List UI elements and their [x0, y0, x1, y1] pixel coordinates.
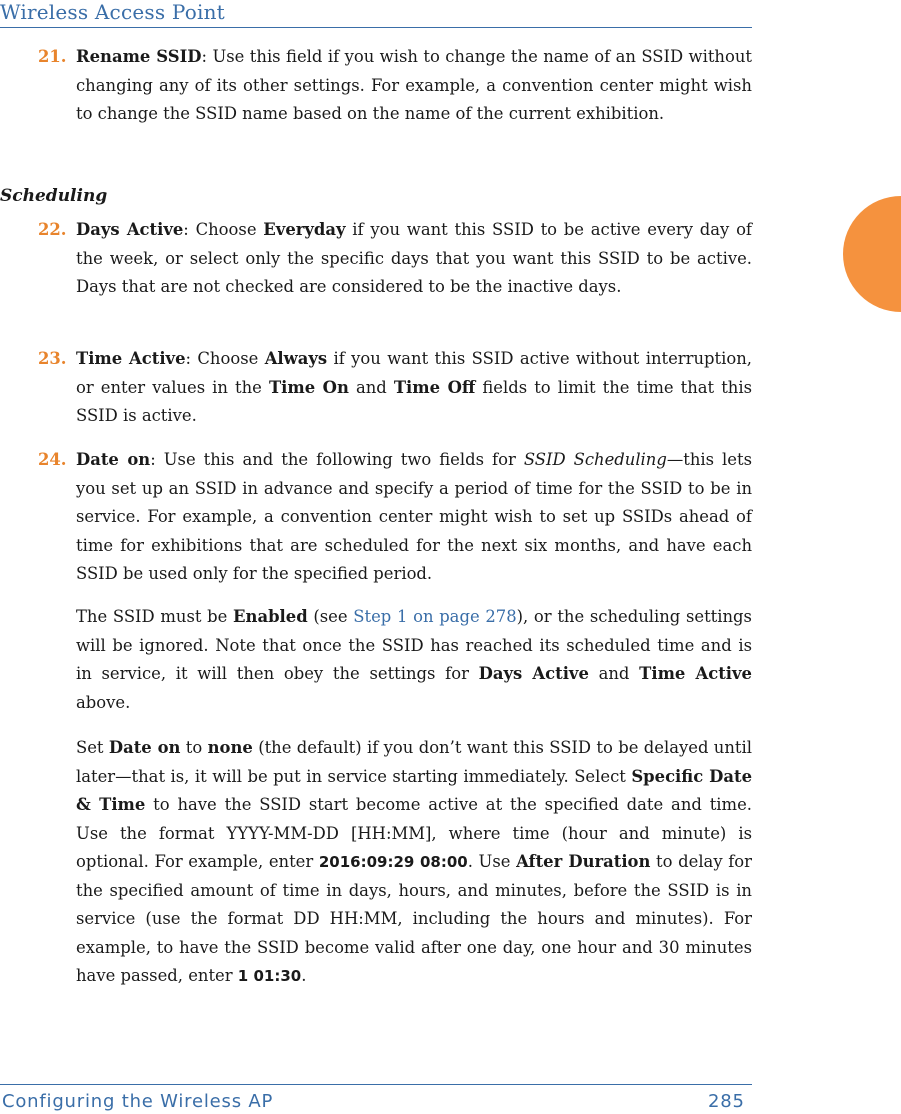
item-text: : Choose — [183, 220, 264, 239]
option-name: After Duration — [516, 852, 651, 871]
item-text: : Choose — [185, 349, 265, 368]
option-name: Specific Date & Time — [76, 766, 752, 814]
setting-name: Time Active — [639, 664, 752, 683]
item-body — [76, 43, 752, 129]
list-item-24 — [38, 446, 752, 589]
page-number: 285 — [708, 1091, 745, 1112]
chapter-tab-marker — [843, 196, 901, 312]
paragraph-enabled-note — [76, 603, 752, 717]
para-text: above. — [76, 692, 131, 712]
paragraph-date-on-options — [76, 734, 752, 991]
header-rule — [0, 27, 752, 28]
para-text: . — [301, 966, 307, 985]
para-text: (the default) if you don’t want this SSID to be delayed until later—that is, it will be put in service starting immediately. Select — [76, 738, 752, 786]
term: Rename SSID — [76, 47, 202, 66]
option-name: Always — [264, 349, 328, 368]
section-heading: Scheduling — [0, 186, 108, 206]
para-text: Set — [76, 738, 109, 757]
item-text: if you want this SSID active without interruption, or enter values in the — [76, 349, 752, 397]
list-item-21 — [38, 43, 752, 129]
item-text: : Use this and the following two fields for — [150, 450, 524, 469]
para-text: The SSID must be — [76, 607, 234, 626]
option-name: none — [207, 738, 253, 757]
item-number: 24. — [38, 450, 67, 469]
footer-rule — [0, 1084, 752, 1085]
item-body — [76, 216, 752, 302]
term: Date on — [76, 450, 151, 469]
item-body — [76, 446, 752, 589]
option-name: Everyday — [263, 220, 346, 239]
item-number: 22. — [38, 220, 67, 239]
example-value: 1 01:30 — [237, 967, 302, 985]
term: Time Active — [76, 349, 186, 368]
term: Days Active — [76, 220, 184, 239]
list-item-23 — [38, 345, 752, 431]
item-body — [76, 345, 752, 431]
para-text: to have the SSID start become active at the specified date and time. Use the format YYYY-MM-DD [HH:MM], where time (hour and minute) is optional. For example, enter — [76, 795, 752, 871]
item-number: 23. — [38, 349, 67, 368]
para-text: ), or the scheduling settings will be ignored. Note that once the SSID has reached its scheduled time and is in service, it will then obey the settings for — [76, 607, 752, 683]
emphasis: SSID Scheduling — [523, 450, 667, 469]
setting-name: Enabled — [233, 607, 308, 626]
para-text: and — [588, 664, 640, 683]
item-text: : Use this field if you wish to change the name of an SSID without changing any of its other settings. For example, a convention center might wish to change the SSID name based on the name of the current exhibition. — [76, 47, 752, 123]
para-text: to delay for the specified amount of time in days, hours, and minutes, before the SSID is in service (use the format DD HH:MM, including the hours and minutes). For example, to have the SSID become valid after one day, one hour and 30 minutes have passed, enter — [76, 852, 752, 985]
item-text: —this lets you set up an SSID in advance and specify a period of time for the SSID to be in service. For example, a convention center might wish to set up SSIDs ahead of time for exhibitions that are scheduled for the next six months, and have each SSID be used only for the specified period. — [76, 450, 752, 583]
setting-name: Date on — [108, 738, 181, 757]
running-header: Wireless Access Point — [0, 0, 225, 24]
item-text: and — [348, 377, 394, 397]
example-value: 2016:09:29 08:00 — [318, 853, 468, 871]
cross-reference-link[interactable]: Step 1 on page 278 — [353, 607, 517, 626]
field-name: Time On — [268, 377, 349, 397]
setting-name: Days Active — [478, 664, 589, 683]
para-text: (see — [307, 607, 354, 626]
item-text: fields to limit the time that this SSID is active. — [76, 377, 752, 425]
item-number: 21. — [38, 47, 67, 66]
running-footer-section: Configuring the Wireless AP — [2, 1091, 274, 1112]
field-name: Time Off — [393, 377, 476, 397]
item-text: if you want this SSID to be active every day of the week, or select only the specific days that you want this SSID to be active. Days that are not checked are considered to be the inactive days. — [76, 220, 752, 296]
para-text: . Use — [467, 852, 517, 871]
para-text: to — [180, 738, 208, 757]
list-item-22 — [38, 216, 752, 302]
